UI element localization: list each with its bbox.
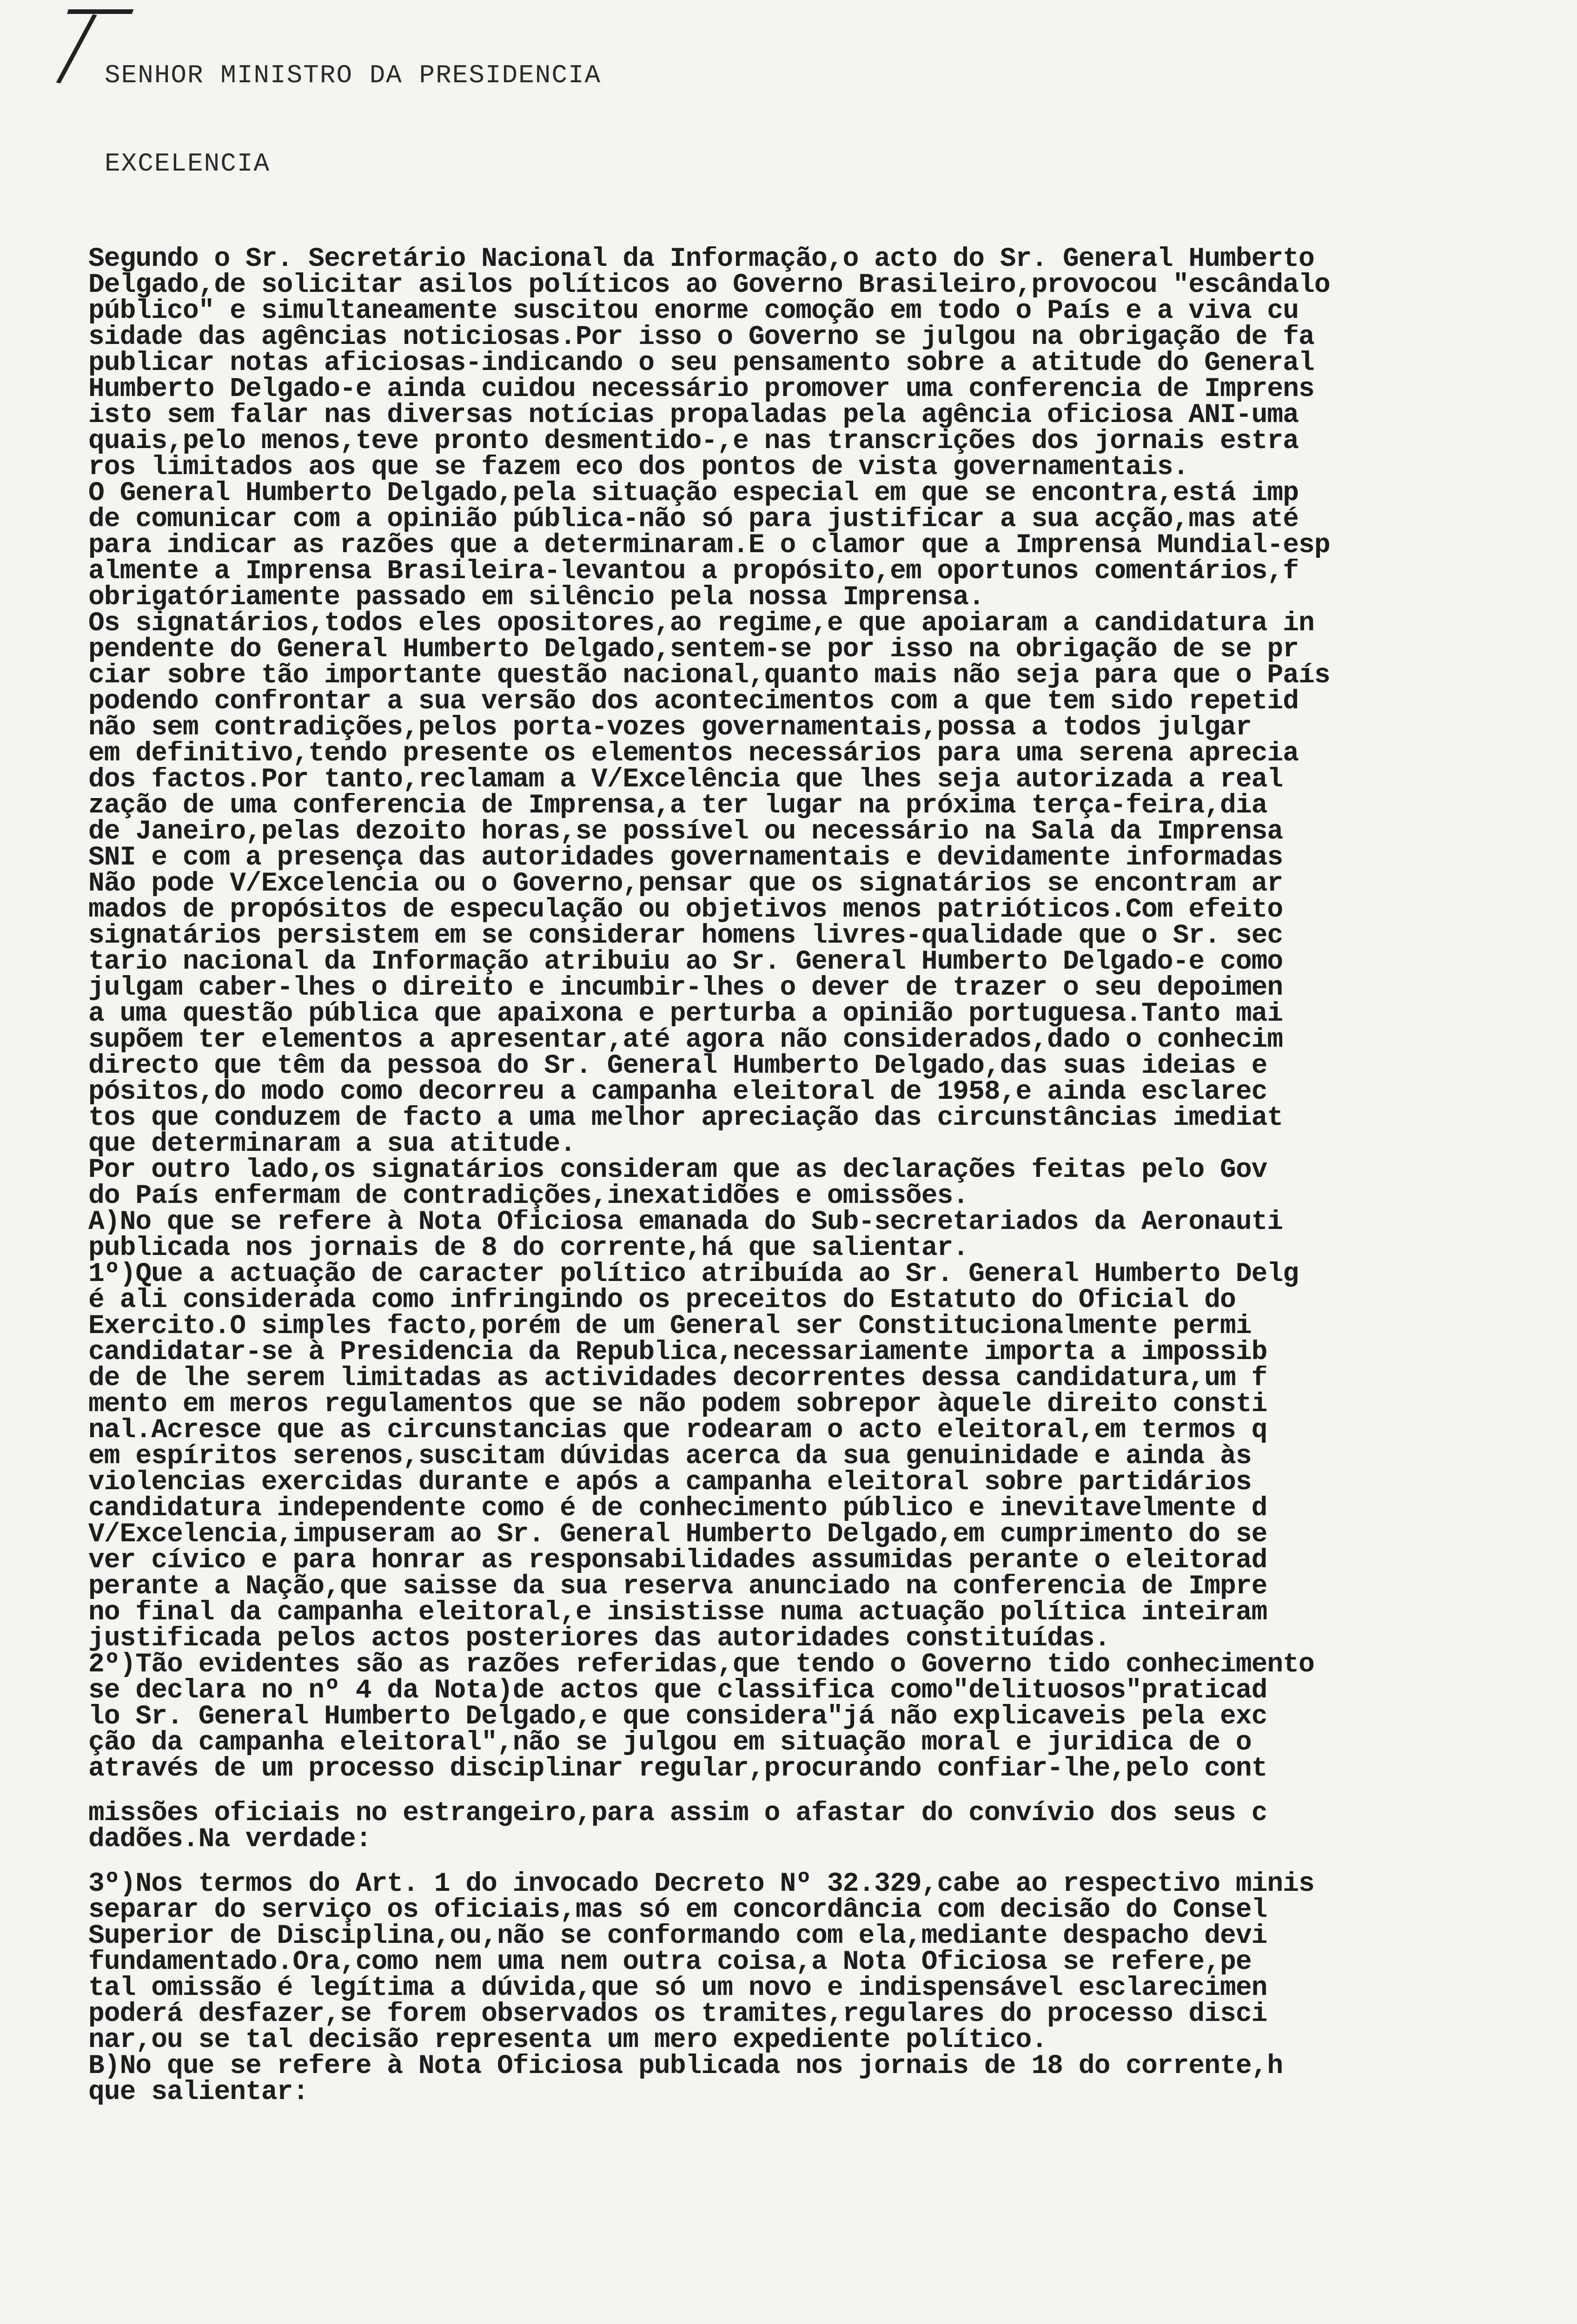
text-line: obrigatóriamente passado em silêncio pela nossa Imprensa. [88, 585, 984, 611]
text-line: Segundo o Sr. Secretário Nacional da Informação,o acto do Sr. General Humberto [88, 246, 1314, 272]
text-line: V/Excelencia,impuseram ao Sr. General Humberto Delgado,em cumprimento do se [88, 1522, 1267, 1548]
text-line: separar do serviço os oficiais,mas só em concordância com decisão do Consel [88, 1897, 1267, 1923]
text-line: de Janeiro,pelas dezoito horas,se possível ou necessário na Sala da Imprensa [88, 819, 1283, 845]
text-line: isto sem falar nas diversas notícias propaladas pela agência oficiosa ANI-uma [88, 403, 1299, 429]
text-line: zação de uma conferencia de Imprensa,a ter lugar na próxima terça-feira,dia [88, 793, 1267, 819]
text-line: lo Sr. General Humberto Delgado,e que considera"já não explicaveis pela exc [88, 1704, 1267, 1730]
text-line: mento em meros regulamentos que se não podem sobrepor àquele direito consti [88, 1392, 1267, 1418]
text-line: não sem contradições,pelos porta-vozes governamentais,possa a todos julgar [88, 715, 1252, 741]
text-line: pendente do General Humberto Delgado,sentem-se por isso na obrigação de se pr [88, 637, 1299, 663]
text-line: directo que têm da pessoa do Sr. General Humberto Delgado,das suas ideias e [88, 1053, 1267, 1079]
text-line: Não pode V/Excelencia ou o Governo,pensar que os signatários se encontram ar [88, 871, 1283, 897]
text-line: sidade das agências noticiosas.Por isso o Governo se julgou na obrigação de fa [88, 324, 1314, 350]
text-line: fundamentado.Ora,como nem uma nem outra coisa,a Nota Oficiosa se refere,pe [88, 1949, 1252, 1975]
text-line: público" e simultaneamente suscitou enorme comoção em todo o País e a viva cu [88, 298, 1299, 324]
text-line: A)No que se refere à Nota Oficiosa emanada do Sub-secretariados da Aeronauti [88, 1209, 1283, 1235]
text-line: ção da campanha eleitoral",não se julgou em situação moral e juridica de o [88, 1730, 1252, 1756]
text-line: justificada pelos actos posteriores das autoridades constituídas. [88, 1626, 1110, 1652]
salutation: EXCELENCIA [105, 149, 271, 178]
text-line: tos que conduzem de facto a uma melhor apreciação das circunstâncias imediat [88, 1105, 1283, 1131]
text-line: signatários persistem em se considerar homens livres-qualidade que o Sr. sec [88, 923, 1283, 949]
text-line: que determinaram a sua atitude. [88, 1131, 576, 1157]
text-line: B)No que se refere à Nota Oficiosa publicada nos jornais de 18 do corrente,h [88, 2053, 1283, 2080]
text-line: publicar notas aficiosas-indicando o seu pensamento sobre a atitude do General [88, 350, 1314, 376]
paragraph-gap [88, 1853, 1567, 1871]
text-line: 2º)Tão evidentes são as razões referidas,que tendo o Governo tido conhecimento [88, 1652, 1314, 1678]
text-line: tal omissão é legítima a dúvida,que só um novo e indispensável esclarecimen [88, 1975, 1267, 2001]
text-line: do País enfermam de contradições,inexatidões e omissões. [88, 1183, 969, 1209]
text-line: ver cívico e para honrar as responsabilidades assumidas perante o eleitorad [88, 1548, 1267, 1574]
text-line: candidatura independente como é de conhecimento público e inevitavelmente d [88, 1496, 1267, 1522]
text-line: no final da campanha eleitoral,e insistisse numa actuação política inteiram [88, 1600, 1267, 1626]
text-line: ciar sobre tão importante questão nacional,quanto mais não seja para que o País [88, 663, 1330, 689]
text-line: mados de propósitos de especulação ou objetivos menos patrióticos.Com efeito [88, 897, 1283, 923]
text-line: em espíritos serenos,suscitam dúvidas acerca da sua genuinidade e ainda às [88, 1444, 1252, 1470]
document-header: SENHOR MINISTRO DA PRESIDENCIA [105, 60, 602, 90]
text-line: almente a Imprensa Brasileira-levantou a propósito,em oportunos comentários,f [88, 559, 1299, 585]
text-line: nar,ou se tal decisão representa um mero expediente político. [88, 2027, 1047, 2053]
text-line: através de um processo disciplinar regular,procurando confiar-lhe,pelo cont [88, 1756, 1267, 1782]
text-line: Humberto Delgado-e ainda cuidou necessário promover uma conferencia de Imprens [88, 376, 1314, 403]
text-line: quais,pelo menos,teve pronto desmentido-,e nas transcrições dos jornais estra [88, 429, 1299, 455]
text-line: de comunicar com a opinião pública-não só para justificar a sua acção,mas até [88, 507, 1299, 533]
text-line: para indicar as razões que a determinaram.E o clamor que a Imprensa Mundial-esp [88, 533, 1330, 559]
text-line: a uma questão pública que apaixona e perturba a opinião portuguesa.Tanto mai [88, 1001, 1283, 1027]
text-line: Delgado,de solicitar asilos políticos ao Governo Brasileiro,provocou "escândalo [88, 272, 1330, 298]
text-line: publicada nos jornais de 8 do corrente,há que salientar. [88, 1235, 969, 1261]
text-line: perante a Nação,que saisse da sua reserva anunciado na conferencia de Impre [88, 1574, 1267, 1600]
text-line: se declara no nº 4 da Nota)de actos que classifica como"delituosos"praticad [88, 1678, 1267, 1704]
text-line: candidatar-se à Presidencia da Republica,necessariamente importa a impossib [88, 1340, 1267, 1366]
paragraph-gap [88, 1782, 1567, 1801]
text-line: missões oficiais no estrangeiro,para assim o afastar do convívio dos seus c [88, 1801, 1267, 1827]
text-line: violencias exercidas durante e após a campanha eleitoral sobre partidários [88, 1470, 1252, 1496]
text-line: 3º)Nos termos do Art. 1 do invocado Decreto Nº 32.329,cabe ao respectivo minis [88, 1871, 1314, 1897]
text-line: em definitivo,tendo presente os elementos necessários para uma serena aprecia [88, 741, 1299, 767]
text-line: dadões.Na verdade: [88, 1827, 371, 1853]
text-line: O General Humberto Delgado,pela situação especial em que se encontra,está imp [88, 481, 1299, 507]
text-line: julgam caber-lhes o direito e incumbir-lhes o dever de trazer o seu depoimen [88, 975, 1283, 1001]
text-line: poderá desfazer,se forem observados os tramites,regulares do processo disci [88, 2001, 1267, 2027]
text-line: supõem ter elementos a apresentar,até agora não considerados,dado o conhecim [88, 1027, 1283, 1053]
text-line: Exercito.O simples facto,porém de um General ser Constitucionalmente permi [88, 1314, 1252, 1340]
document-body [88, 246, 1567, 2106]
text-line: que salientar: [88, 2080, 309, 2106]
text-line: Por outro lado,os signatários consideram que as declarações feitas pelo Gov [88, 1157, 1267, 1183]
text-line: 1º)Que a actuação de caracter político atribuída ao Sr. General Humberto Delg [88, 1261, 1299, 1287]
text-line: dos factos.Por tanto,reclamam a V/Excelência que lhes seja autorizada a real [88, 767, 1283, 793]
text-line: ros limitados aos que se fazem eco dos pontos de vista governamentais. [88, 455, 1189, 481]
text-line: Os signatários,todos eles opositores,ao regime,e que apoiaram a candidatura in [88, 611, 1314, 637]
text-line: nal.Acresce que as circunstancias que rodearam o acto eleitoral,em termos q [88, 1418, 1267, 1444]
text-line: é ali considerada como infringindo os preceitos do Estatuto do Oficial do [88, 1287, 1236, 1314]
text-line: pósitos,do modo como decorreu a campanha eleitoral de 1958,e ainda esclarec [88, 1079, 1267, 1105]
text-line: SNI e com a presença das autoridades governamentais e devidamente informadas [88, 845, 1283, 871]
text-line: de de lhe serem limitadas as actividades decorrentes dessa candidatura,um f [88, 1366, 1267, 1392]
text-line: tario nacional da Informação atribuiu ao Sr. General Humberto Delgado-e como [88, 949, 1283, 975]
text-line: Superior de Disciplina,ou,não se conformando com ela,mediante despacho devi [88, 1923, 1267, 1949]
text-line: podendo confrontar a sua versão dos acontecimentos com a que tem sido repetid [88, 689, 1299, 715]
